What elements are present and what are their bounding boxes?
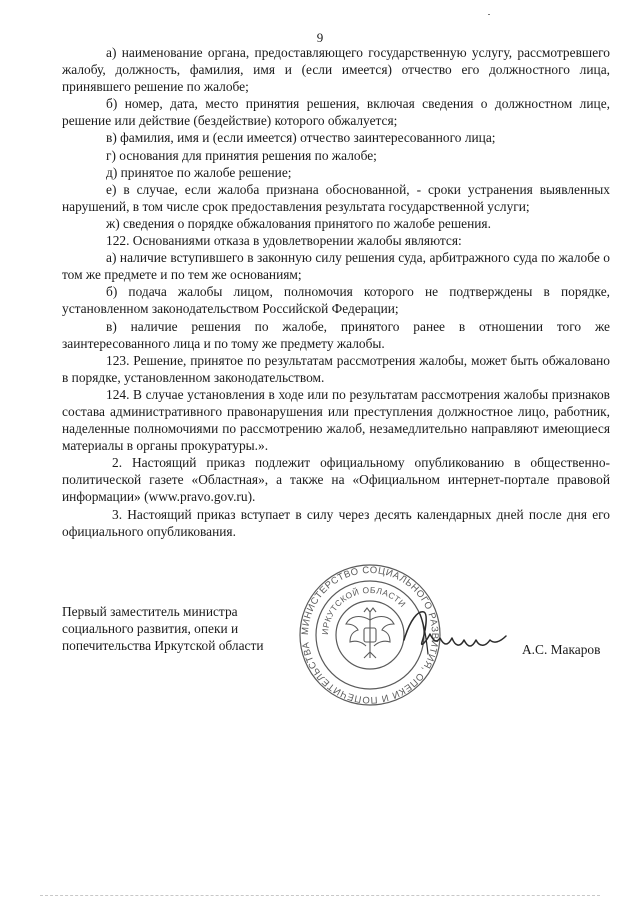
paragraph-b-decision-number: б) номер, дата, место принятия решения, включая сведения о должностном лице, решение или действие (бездействие) которого обжалуется;: [62, 96, 610, 129]
clause-124: 124. В случае установления в ходе или по результатам рассмотрения жалобы признаков состава административного правонарушения или преступления должностное лицо, работник, наделенные полномочиями по рассмотрению жалоб, незамедлительно направляют имеющиеся материалы в органы прокуратуры.».: [62, 386, 610, 454]
seal-outer-text: МИНИСТЕРСТВО СОЦИАЛЬНОГО РАЗВИТИЯ, ОПЕКИ И ПОПЕЧИТЕЛЬСТВА: [299, 564, 441, 706]
clause-122-b: б) подача жалобы лицом, полномочия которого не подтверждены в порядке, установленном законодательством Российской Федерации;: [62, 284, 610, 317]
signatory-name: А.С. Макаров: [522, 642, 601, 657]
position-line: социального развития, опеки и: [62, 621, 239, 637]
scan-speck: [488, 14, 490, 15]
seal-inner-text: ИРКУТСКОЙ ОБЛАСТИ: [319, 584, 408, 636]
paragraph-d-decision: д) принятое по жалобе решение;: [106, 164, 292, 180]
paragraph-a-organ: а) наименование органа, предоставляющего государственную услугу, рассмотревшего жалобу, должность, фамилия, имя и (если имеется) отчество его должностного лица, принявшего решение по жалобе;: [62, 45, 610, 95]
page-number: 9: [316, 30, 324, 45]
item-2-publication: 2. Настоящий приказ подлежит официальному опубликованию в общественно-политической газете «Областная», а также на «Официальном интернет-портале правовой информации» (www.pravo.gov.ru).: [62, 455, 610, 505]
clause-122-v: в) наличие решения по жалобе, принятого ранее в отношении того же заинтересованного лица и по тому же предмету жалобы.: [62, 318, 610, 351]
paragraph-g-grounds: г) основания для принятия решения по жалобе;: [106, 147, 377, 163]
clause-122: 122. Основаниями отказа в удовлетворении жалобы являются:: [106, 233, 462, 249]
paragraph-zh-appeal: ж) сведения о порядке обжалования принятого по жалобе решения.: [106, 215, 491, 231]
scan-edge-line: [40, 895, 600, 896]
signatory-position: [62, 603, 282, 654]
item-3-effective-date: 3. Настоящий приказ вступает в силу через десять календарных дней после дня его официального опубликования.: [62, 506, 610, 539]
document-body: [62, 44, 610, 540]
clause-123: 123. Решение, принятое по результатам рассмотрения жалобы, может быть обжаловано в порядке, установленном законодательством.: [62, 352, 610, 385]
position-line: Первый заместитель министра: [62, 604, 238, 619]
position-line: попечительства Иркутской области: [62, 638, 264, 654]
svg-text:ИРКУТСКОЙ ОБЛАСТИ: [320, 585, 408, 635]
coat-of-arms-emblem: [346, 608, 394, 658]
clause-122-a: а) наличие вступившего в законную силу решения суда, арбитражного суда по жалобе о том же предмете и по тем же основаниям;: [62, 250, 610, 283]
handwritten-signature: [400, 590, 510, 670]
paragraph-e-deadlines: е) в случае, если жалоба признана обоснованной, - сроки устранения выявленных нарушений, в том числе срок предоставления результата государственной услуги;: [62, 181, 610, 214]
paragraph-v-name: в) фамилия, имя и (если имеется) отчество заинтересованного лица;: [106, 130, 496, 146]
